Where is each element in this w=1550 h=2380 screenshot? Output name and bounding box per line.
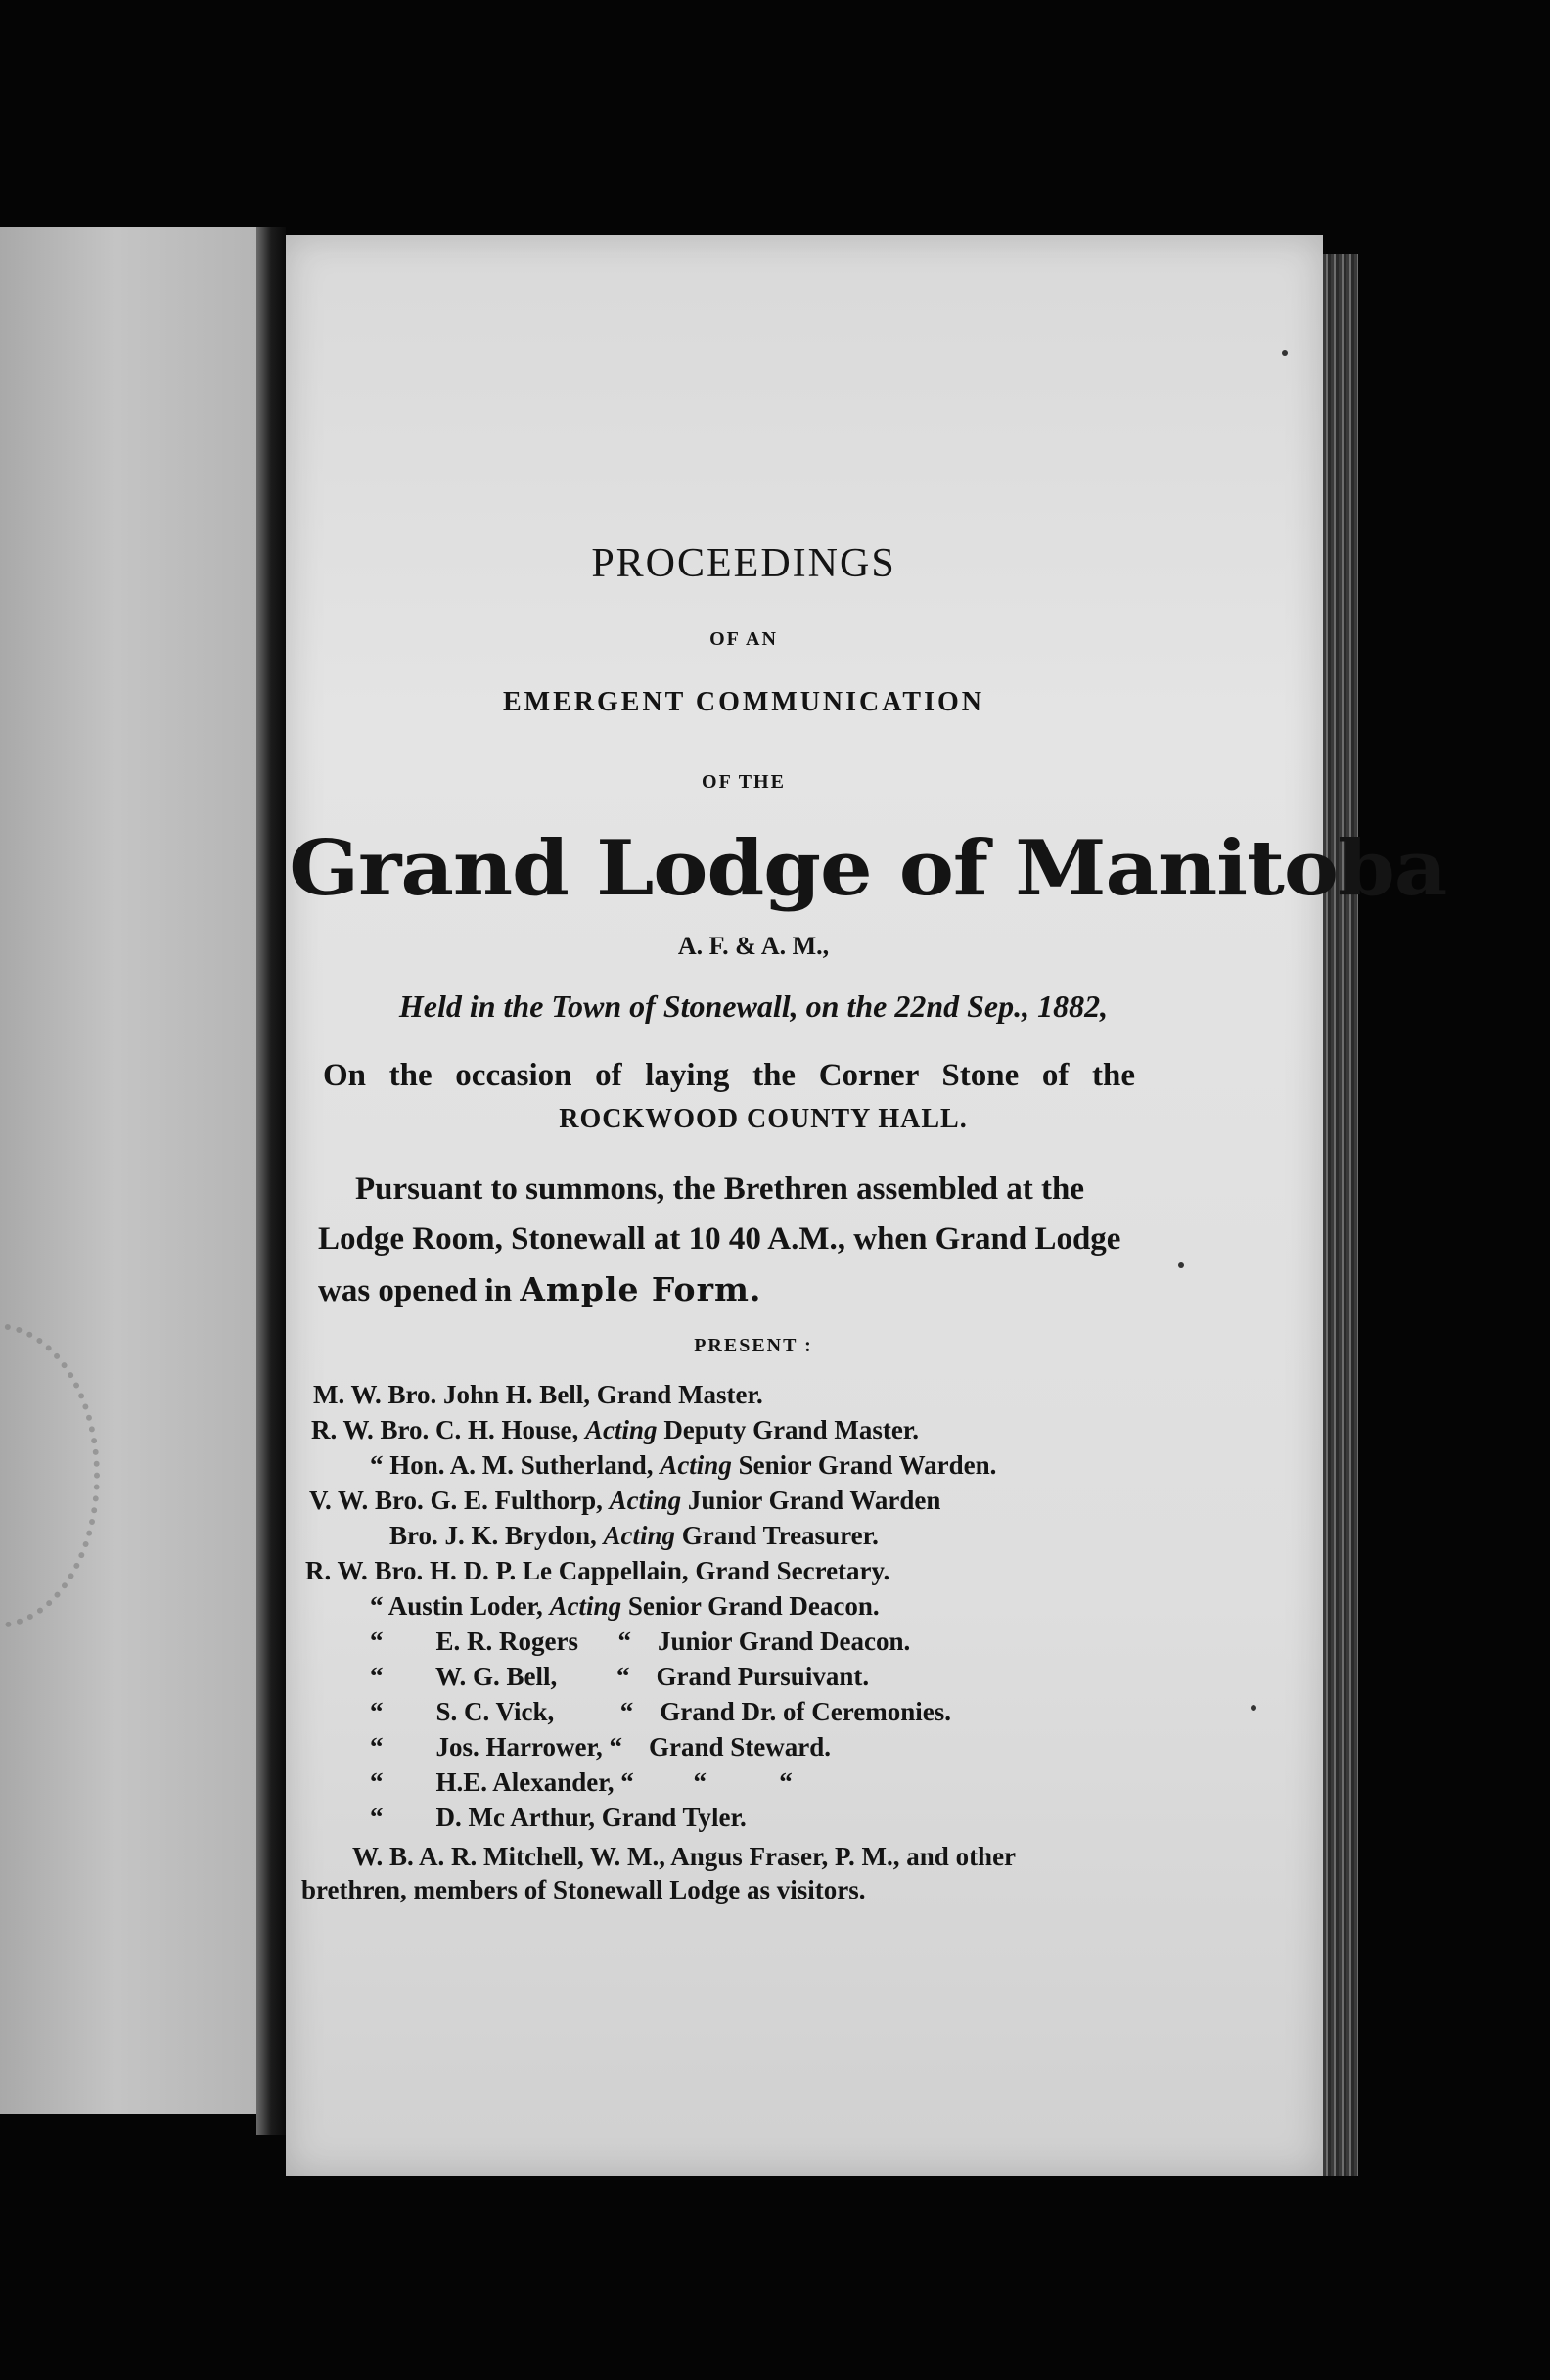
roster-line: “ Austin Loder, Acting Senior Grand Deacon. [370, 1591, 880, 1621]
hall-name: ROCKWOOD COUNTY HALL. [559, 1104, 968, 1134]
roster-line: M. W. Bro. John H. Bell, Grand Master. [313, 1380, 763, 1409]
roster-line: V. W. Bro. G. E. Fulthorp, Acting Junior Grand Warden [309, 1486, 941, 1515]
visitors-line-2: brethren, members of Stonewall Lodge as visitors. [301, 1875, 866, 1904]
roster-line: Bro. J. K. Brydon, Acting Grand Treasurer. [389, 1521, 879, 1550]
ink-speck [1178, 1262, 1184, 1268]
ample-form: Ample Form. [520, 1270, 762, 1309]
roster-line: “ S. C. Vick, “ Grand Dr. of Ceremonies. [370, 1697, 951, 1726]
roster-line: R. W. Bro. C. H. House, Acting Deputy Grand Master. [311, 1415, 920, 1444]
held-line: Held in the Town of Stonewall, on the 22nd Sep., 1882, [398, 988, 1109, 1024]
emergent-communication: EMERGENT COMMUNICATION [503, 687, 984, 717]
pursuant-paragraph [318, 1165, 1135, 1316]
roster-line: “ W. G. Bell, “ Grand Pursuivant. [370, 1662, 870, 1691]
visitors-line-1: W. B. A. R. Mitchell, W. M., Angus Fraser, P. M., and other [352, 1842, 1017, 1871]
subtitle-of-an: OF AN [709, 628, 778, 650]
roster-line: “ Hon. A. M. Sutherland, Acting Senior Grand Warden. [370, 1450, 997, 1480]
roster-line: “ E. R. Rogers “ Junior Grand Deacon. [370, 1626, 911, 1656]
roster-line: “ Jos. Harrower, “ Grand Steward. [370, 1732, 831, 1762]
roster-line: “ H.E. Alexander, “ “ “ [370, 1767, 793, 1797]
roster-line: “ D. Mc Arthur, Grand Tyler. [370, 1803, 747, 1832]
occasion-line: On the occasion of laying the Corner Stone of the [323, 1058, 1135, 1093]
roster-line: R. W. Bro. H. D. P. Le Cappellain, Grand Secretary. [305, 1556, 890, 1585]
pursuant-line-3 [318, 1264, 1135, 1316]
pursuant-line-1: Pursuant to summons, the Brethren assembled at the [355, 1171, 1084, 1207]
pursuant-line-2: Lodge Room, Stonewall at 10 40 A.M., when Grand Lodge [318, 1221, 1121, 1258]
lodge-name-heading: Grand Lodge of Manitoba [289, 824, 1447, 913]
page-title: PROCEEDINGS [591, 541, 896, 586]
ink-speck [1251, 1705, 1256, 1711]
subtitle-of-the: OF THE [702, 771, 786, 793]
afam-label: A. F. & A. M., [677, 932, 830, 960]
pursuant-line-3-text: was opened in [318, 1273, 513, 1309]
present-heading: PRESENT : [694, 1335, 813, 1356]
ink-speck [1282, 350, 1288, 356]
